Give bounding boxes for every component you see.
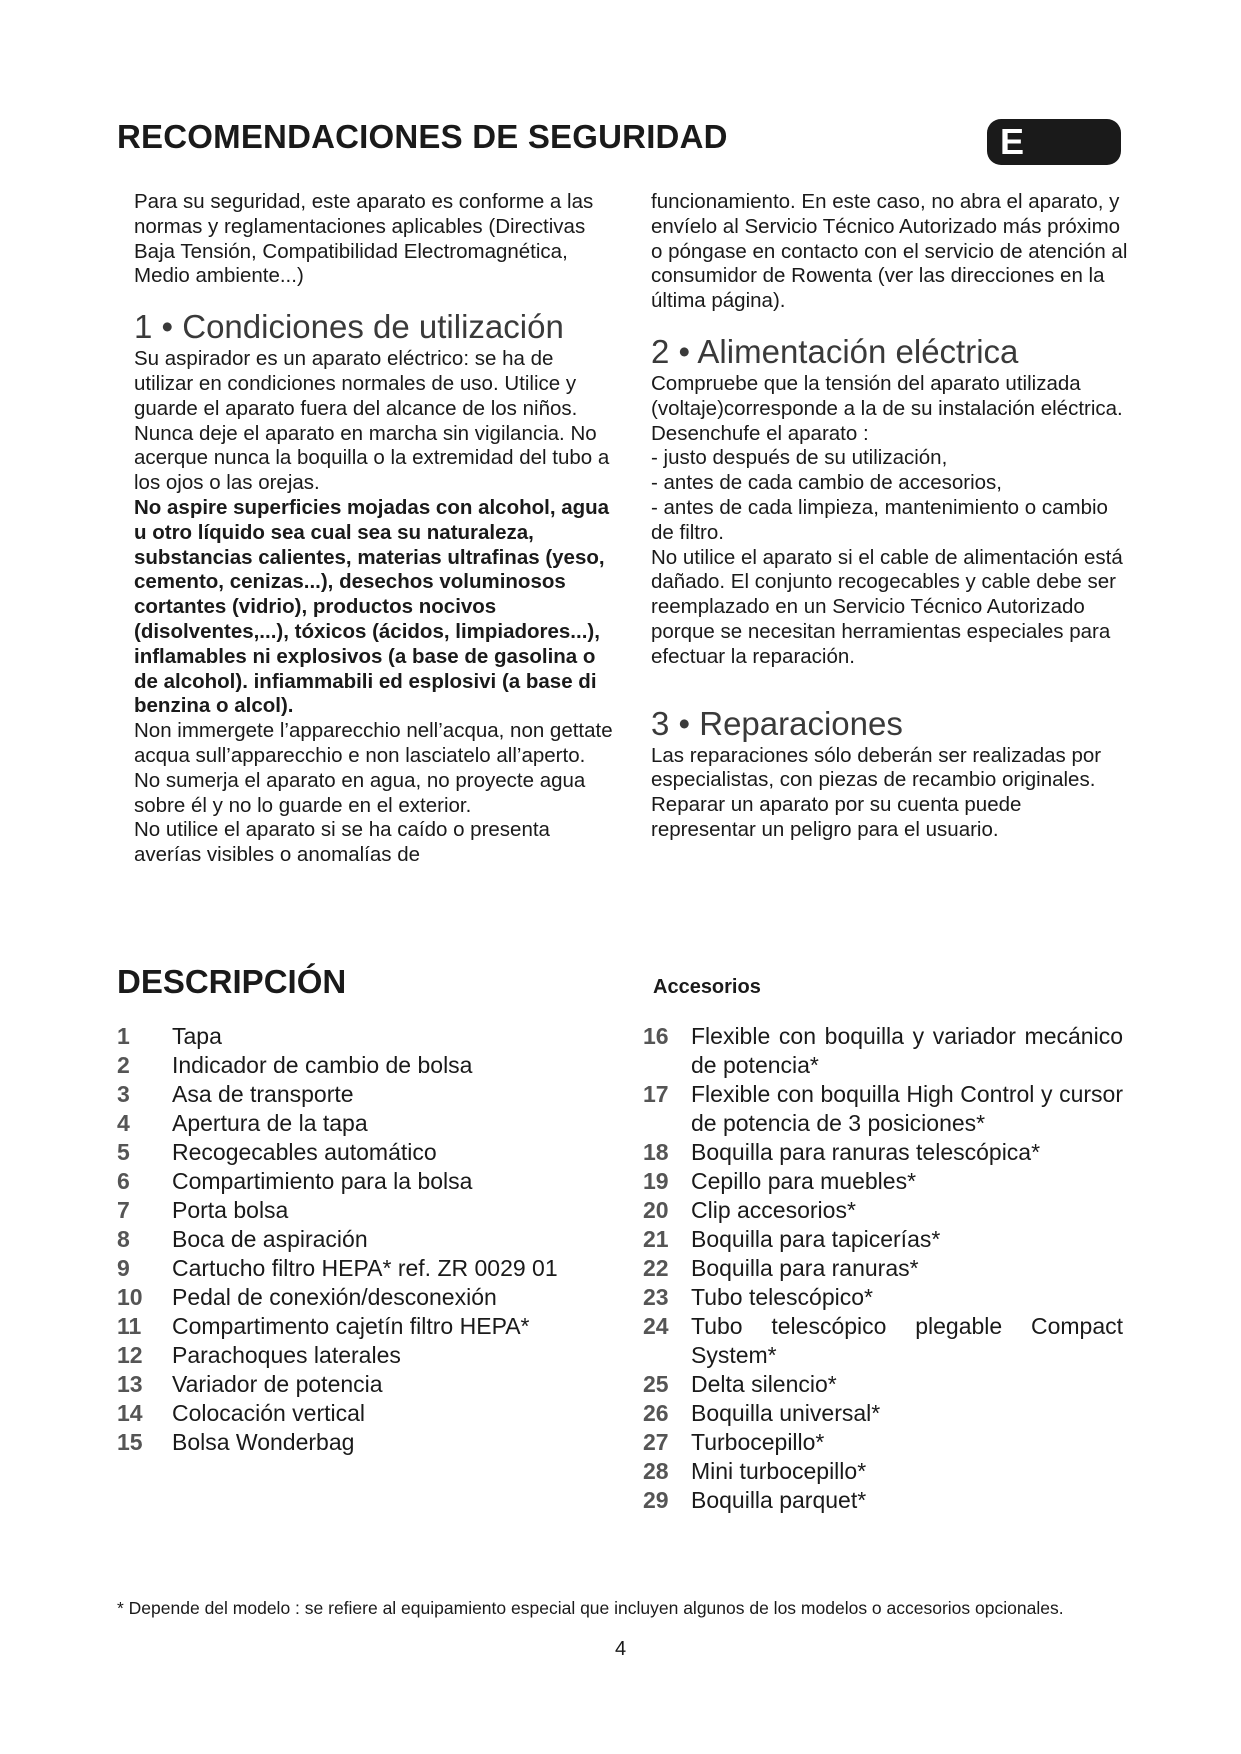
footnote: * Depende del modelo : se refiere al equipamiento especial que incluyen algunos de los modelos o accesorios opcionales. (117, 1598, 1064, 1618)
item-label: Asa de transporte (172, 1081, 354, 1107)
item-number: 12 (117, 1342, 143, 1368)
item-label: Cepillo para muebles* (691, 1168, 917, 1194)
item-label: Boquilla universal* (691, 1400, 881, 1426)
item-label: Variador de potencia (172, 1371, 383, 1397)
list-item (117, 1225, 617, 1254)
list-item (117, 1399, 617, 1428)
list-item (117, 1109, 617, 1138)
item-label: Parachoques laterales (172, 1342, 401, 1368)
item-label: Compartimento cajetín filtro HEPA* (172, 1313, 530, 1339)
item-number: 28 (643, 1458, 669, 1484)
list-item (643, 1370, 1123, 1399)
language-badge (987, 119, 1121, 165)
item-number: 1 (117, 1023, 130, 1049)
parts-list (117, 1022, 617, 1457)
item-label: Flexible con boquilla y variador mecánico de potencia* (691, 1023, 1123, 1078)
page-title: RECOMENDACIONES DE SEGURIDAD (117, 118, 728, 155)
item-label: Recogecables automático (172, 1139, 437, 1165)
list-item (643, 1428, 1123, 1457)
list-item (643, 1196, 1123, 1225)
item-number: 20 (643, 1197, 669, 1223)
list-item (643, 1312, 1123, 1370)
list-item (643, 1022, 1123, 1080)
list-item (117, 1051, 617, 1080)
item-label: Colocación vertical (172, 1400, 366, 1426)
list-item (117, 1254, 617, 1283)
list-item (117, 1283, 617, 1312)
list-item (117, 1022, 617, 1051)
item-label: Boquilla para tapicerías* (691, 1226, 941, 1252)
item-label: Apertura de la tapa (172, 1110, 368, 1136)
item-number: 6 (117, 1168, 130, 1194)
safety-column-right (651, 190, 1131, 843)
list-item (643, 1283, 1123, 1312)
list-item (643, 1254, 1123, 1283)
section1-paragraph-damage: No utilice el aparato si se ha caído o presenta averías visibles o anomalías de (134, 818, 550, 867)
item-label: Delta silencio* (691, 1371, 837, 1397)
section1-warning: No aspire superficies mojadas con alcohol, agua u otro líquido sea cual sea su naturaleza, substancias calientes, materias ultrafinas (yeso, cemento, cenizas...), desechos voluminosos cortantes (vidrio), productos nocivos (disolventes,...), tóxicos (ácidos, limpiadores...), inflamables ni explosivos (a base de gasolina o de alcohol). infiammabili ed esplosivi (a base di benzina o alcol). (134, 495, 610, 718)
item-number: 9 (117, 1255, 130, 1281)
description-title: DESCRIPCIÓN (117, 963, 347, 1000)
list-item (117, 1370, 617, 1399)
item-number: 2 (117, 1052, 130, 1078)
item-label: Bolsa Wonderbag (172, 1429, 355, 1455)
item-label: Clip accesorios* (691, 1197, 856, 1223)
item-number: 11 (117, 1313, 142, 1339)
list-item (643, 1225, 1123, 1254)
list-item (643, 1399, 1123, 1428)
item-label: Flexible con boquilla High Control y cursor de potencia de 3 posiciones* (691, 1081, 1123, 1136)
item-label: Cartucho filtro HEPA* ref. ZR 0029 01 (172, 1255, 558, 1281)
section1-paragraph-italian: Non immergete l’apparecchio nell’acqua, non gettate acqua sull’apparecchio e non lasciatelo all’aperto. (134, 719, 613, 767)
item-number: 13 (117, 1371, 143, 1397)
list-item (117, 1196, 617, 1225)
list-item (643, 1457, 1123, 1486)
list-item (643, 1486, 1123, 1515)
list-item (643, 1138, 1123, 1167)
item-number: 23 (643, 1284, 669, 1310)
section2-paragraph: Compruebe que la tensión del aparato utilizada (voltaje)corresponde a la de su instalación eléctrica. Desenchufe el aparato : (651, 371, 1123, 445)
item-number: 26 (643, 1400, 669, 1426)
item-label: Boca de aspiración (172, 1226, 368, 1252)
item-number: 25 (643, 1371, 669, 1397)
item-number: 10 (117, 1284, 143, 1310)
item-number: 4 (117, 1110, 130, 1136)
item-label: Porta bolsa (172, 1197, 289, 1223)
item-label: Boquilla para ranuras telescópica* (691, 1139, 1041, 1165)
item-number: 7 (117, 1197, 130, 1223)
list-item (643, 1080, 1123, 1138)
item-label: Boquilla parquet* (691, 1487, 867, 1513)
item-number: 24 (643, 1313, 669, 1339)
accessories-heading: Accesorios (653, 976, 761, 998)
item-number: 16 (643, 1023, 669, 1049)
list-item (643, 1167, 1123, 1196)
section2-list-item: - antes de cada cambio de accesorios, (651, 471, 1002, 495)
item-number: 29 (643, 1487, 669, 1513)
item-number: 3 (117, 1081, 130, 1107)
section2-paragraph-cable: No utilice el aparato si el cable de alimentación está dañado. El conjunto recogecables y cable debe ser reemplazado en un Servicio Técnico Autorizado porque se necesitan herramientas especiales para efectuar la reparación. (651, 545, 1123, 668)
item-label: Indicador de cambio de bolsa (172, 1052, 473, 1078)
list-item (117, 1341, 617, 1370)
item-number: 8 (117, 1226, 130, 1252)
item-number: 22 (643, 1255, 669, 1281)
item-label: Tubo telescópico plegable Compact System* (691, 1313, 1123, 1368)
section2-list-item: - justo después de su utilización, (651, 446, 948, 470)
item-label: Tapa (172, 1023, 222, 1049)
section2-heading: 2 • Alimentación eléctrica (651, 332, 1019, 370)
page-number: 4 (614, 1638, 627, 1660)
section3-heading: 3 • Reparaciones (651, 704, 903, 742)
item-label: Mini turbocepillo* (691, 1458, 867, 1484)
section1-paragraph: Su aspirador es un aparato eléctrico: se ha de utilizar en condiciones normales de uso. Utilice y guarde el aparato fuera del alcance de los niños. Nunca deje el aparato en marcha sin vigilancia. No acerque nunca la boquilla o la extremidad del tubo a los ojos o las orejas. (134, 347, 610, 495)
item-number: 5 (117, 1139, 130, 1165)
list-item (117, 1428, 617, 1457)
item-label: Boquilla para ranuras* (691, 1255, 919, 1281)
item-number: 17 (643, 1081, 669, 1107)
list-item (117, 1312, 617, 1341)
accessories-list (643, 1022, 1123, 1515)
section1-heading: 1 • Condiciones de utilización (134, 308, 564, 346)
section1-paragraph-damage-cont: funcionamiento. En este caso, no abra el aparato, y envíelo al Servicio Técnico Autorizado más próximo o póngase en contacto con el servicio de atención al consumidor de Rowenta (ver las direcciones en la última página). (651, 190, 1128, 313)
safety-column-left (134, 190, 614, 868)
list-item (117, 1080, 617, 1109)
item-number: 18 (643, 1139, 669, 1165)
list-item (117, 1138, 617, 1167)
item-number: 21 (643, 1226, 669, 1252)
section1-paragraph-water: No sumerja el aparato en agua, no proyecte agua sobre él y no lo guarde en el exterior. (134, 768, 586, 817)
item-label: Turbocepillo* (691, 1429, 825, 1455)
item-label: Compartimiento para la bolsa (172, 1168, 473, 1194)
item-number: 14 (117, 1400, 143, 1426)
language-badge-label: E (1000, 121, 1025, 162)
section2-list-item: - antes de cada limpieza, mantenimiento o cambio de filtro. (651, 495, 1108, 544)
list-item (117, 1167, 617, 1196)
item-number: 15 (117, 1429, 143, 1455)
item-label: Pedal de conexión/desconexión (172, 1284, 497, 1310)
item-number: 27 (643, 1429, 669, 1455)
section3-paragraph: Las reparaciones sólo deberán ser realizadas por especialistas, con piezas de recambio originales. Reparar un aparato por su cuenta puede representar un peligro para el usuario. (651, 743, 1102, 841)
safety-intro: Para su seguridad, este aparato es conforme a las normas y reglamentaciones aplicables (Directivas Baja Tensión, Compatibilidad Electromagnética, Medio ambiente...) (134, 190, 594, 288)
item-label: Tubo telescópico* (691, 1284, 873, 1310)
item-number: 19 (643, 1168, 669, 1194)
